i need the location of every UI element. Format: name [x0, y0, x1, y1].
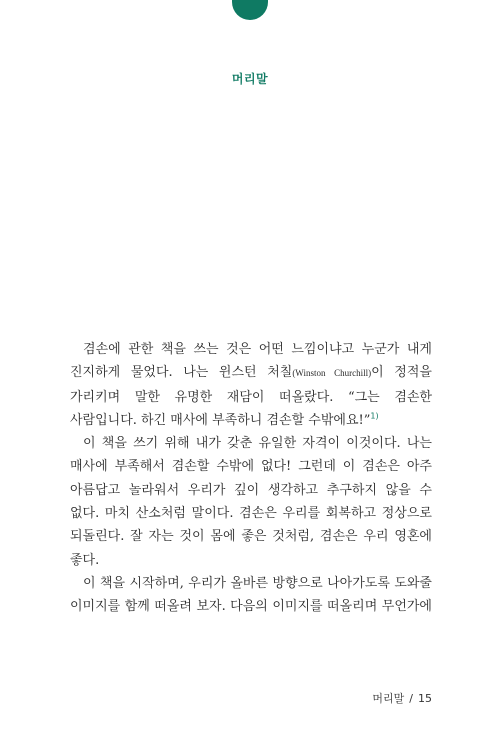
page-number: 15: [418, 692, 432, 705]
chapter-title: 머리말: [231, 72, 269, 86]
paragraph-1-text-a: 겸손에 관한 책을 쓰는 것은 어떤 느낌이냐고 누군가 내게 진지하게 물었다. 나는 윈스턴 처칠: [70, 342, 432, 381]
paragraph-3: 이 책을 시작하며, 우리가 올바른 방향으로 나아가도록 도와줄 이미지를 함께 떠올려 보자. 다음의 이미지를 떠올리며 무언가에: [70, 575, 432, 615]
paragraph-1-english-name: (Winston Churchill): [292, 368, 372, 379]
footnote-reference[interactable]: 1): [370, 411, 379, 421]
paragraph-1: [70, 338, 432, 432]
footer-section-label: 머리말: [372, 692, 405, 705]
page-footer: [372, 690, 432, 706]
body-text: [70, 338, 432, 619]
paragraph-1-text-b: 이 정적을 가리키며 말한 유명한 재담이 떠올랐다. “그는 겸손한 사람입니다. 하긴 매사에 부족하니 겸손할 수밖에요!”: [70, 365, 432, 428]
paragraph-2: 이 책을 쓰기 위해 내가 갖춘 유일한 자격이 이것이다. 나는 매사에 부족해서 겸손할 수밖에 없다! 그런데 이 겸손은 아주 아름답고 놀라워서 우리가 깊이 생각하고 추구하지 않을 수 없다. 마치 산소처럼 말이다. 겸손은 우리를 회복하고 정상으로 되돌린다. 잘 자는 것이 몸에 좋은 것처럼, 겸손은 우리 영혼에 좋다.: [70, 436, 432, 568]
footer-separator: /: [409, 692, 413, 705]
chapter-tab-marker: [232, 0, 268, 20]
